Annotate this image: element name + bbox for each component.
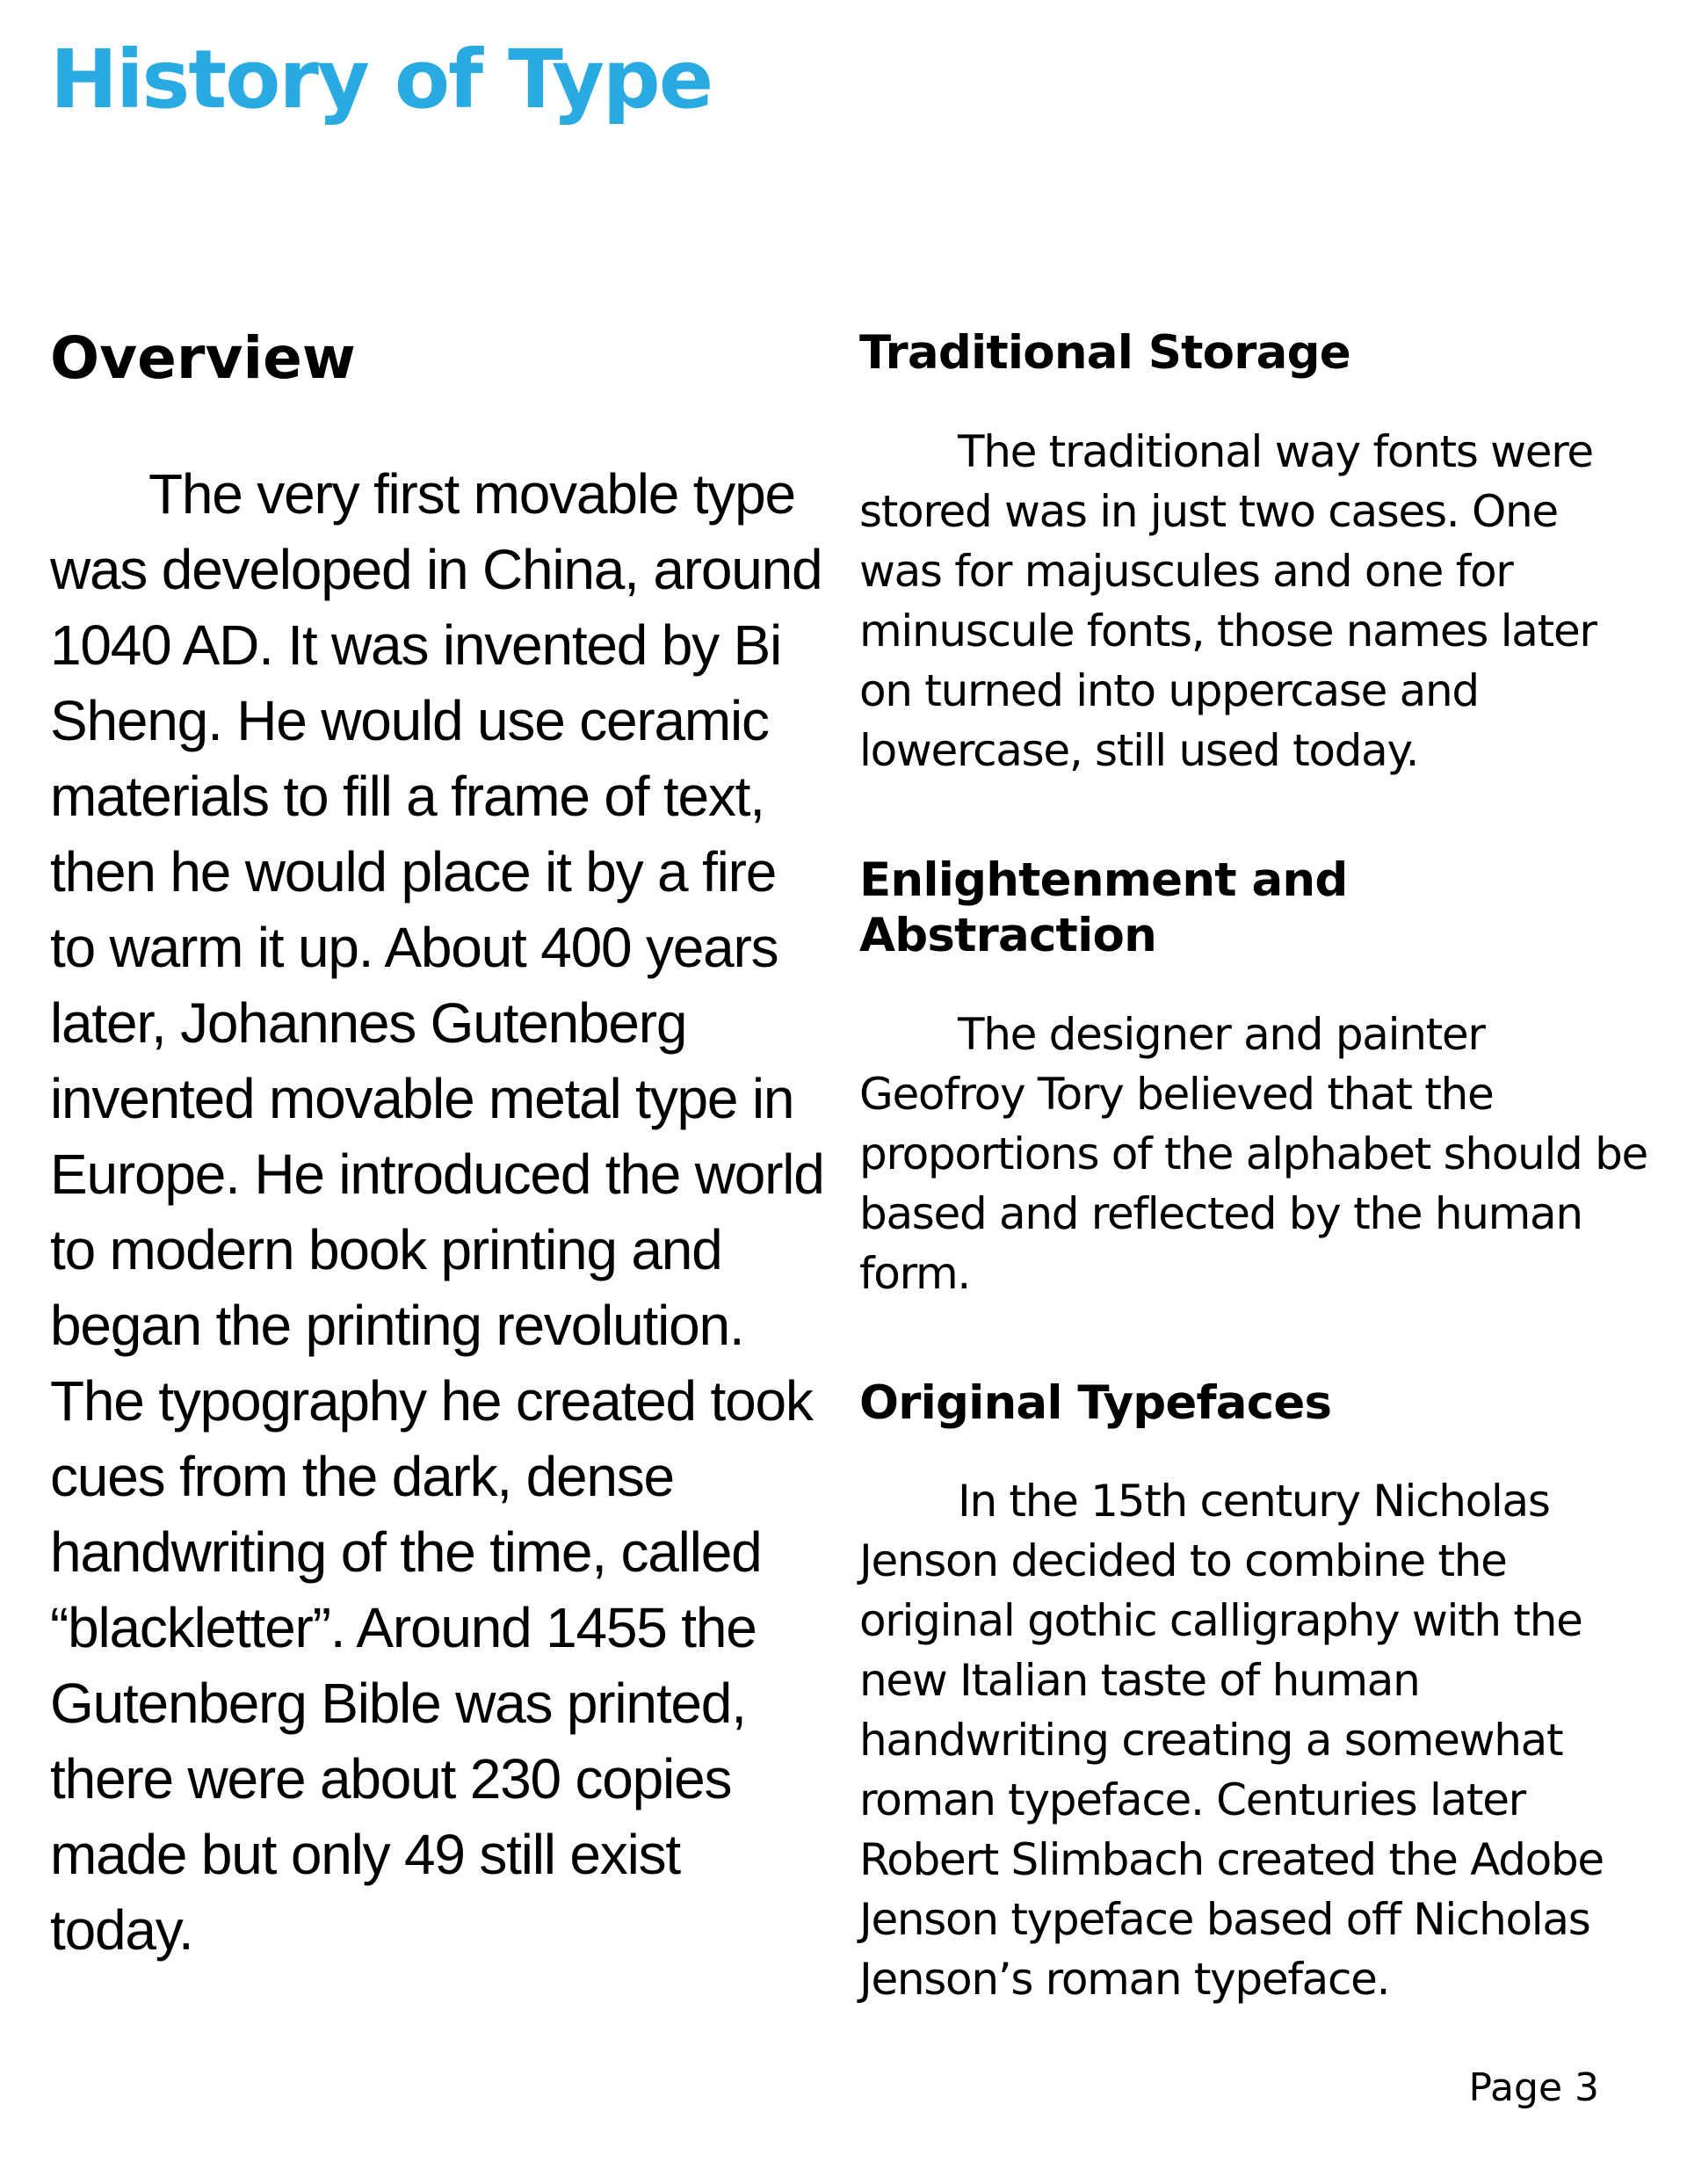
section-enlightenment-abstraction [859, 853, 1650, 1303]
section-paragraph: In the 15th century Nicholas Jenson decided to combine the original gothic calligraphy with the new Italian taste of human handwriting creating a somewhat roman typeface. Centuries later Robert Slimbach created the Adobe Jenson typeface based off Nicholas Jenson’s roman typeface. [859, 1476, 1604, 2006]
section-paragraph: The designer and painter Geofroy Tory believed that the proportions of the alphabet should be based and reflected by the human form. [859, 1008, 1647, 1299]
overview-column [50, 323, 832, 1968]
page-title: History of Type [50, 33, 713, 127]
overview-heading: Overview [50, 324, 356, 392]
section-heading: Enlightenment and Abstraction [859, 853, 1348, 963]
section-heading: Original Typefaces [859, 1375, 1332, 1430]
section-heading: Traditional Storage [859, 326, 1350, 380]
page-number: Page 3 [1468, 2065, 1599, 2110]
section-original-typefaces [859, 1375, 1650, 2010]
overview-paragraph: The very first movable type was developed in China, around 1040 AD. It was invented by Bi Sheng. He would use ceramic materials to fill a frame of text, then he would place it by a fire to warm it up. About 400 years later, Johannes Gutenberg invented movable metal type in Europe. He introduced the world to modern book printing and began the printing revolution. The typography he created took cues from the dark, dense handwriting of the time, called “blackletter”. Around 1455 the Gutenberg Bible was printed, there were about 230 copies made but only 49 still exist today. [50, 462, 824, 1963]
section-traditional-storage [859, 325, 1650, 780]
section-paragraph: The traditional way fonts were stored was in just two cases. One was for majuscules and one for minuscule fonts, those names later on turned into uppercase and lowercase, still used today. [859, 425, 1596, 776]
sidebar-column [859, 325, 1650, 2009]
